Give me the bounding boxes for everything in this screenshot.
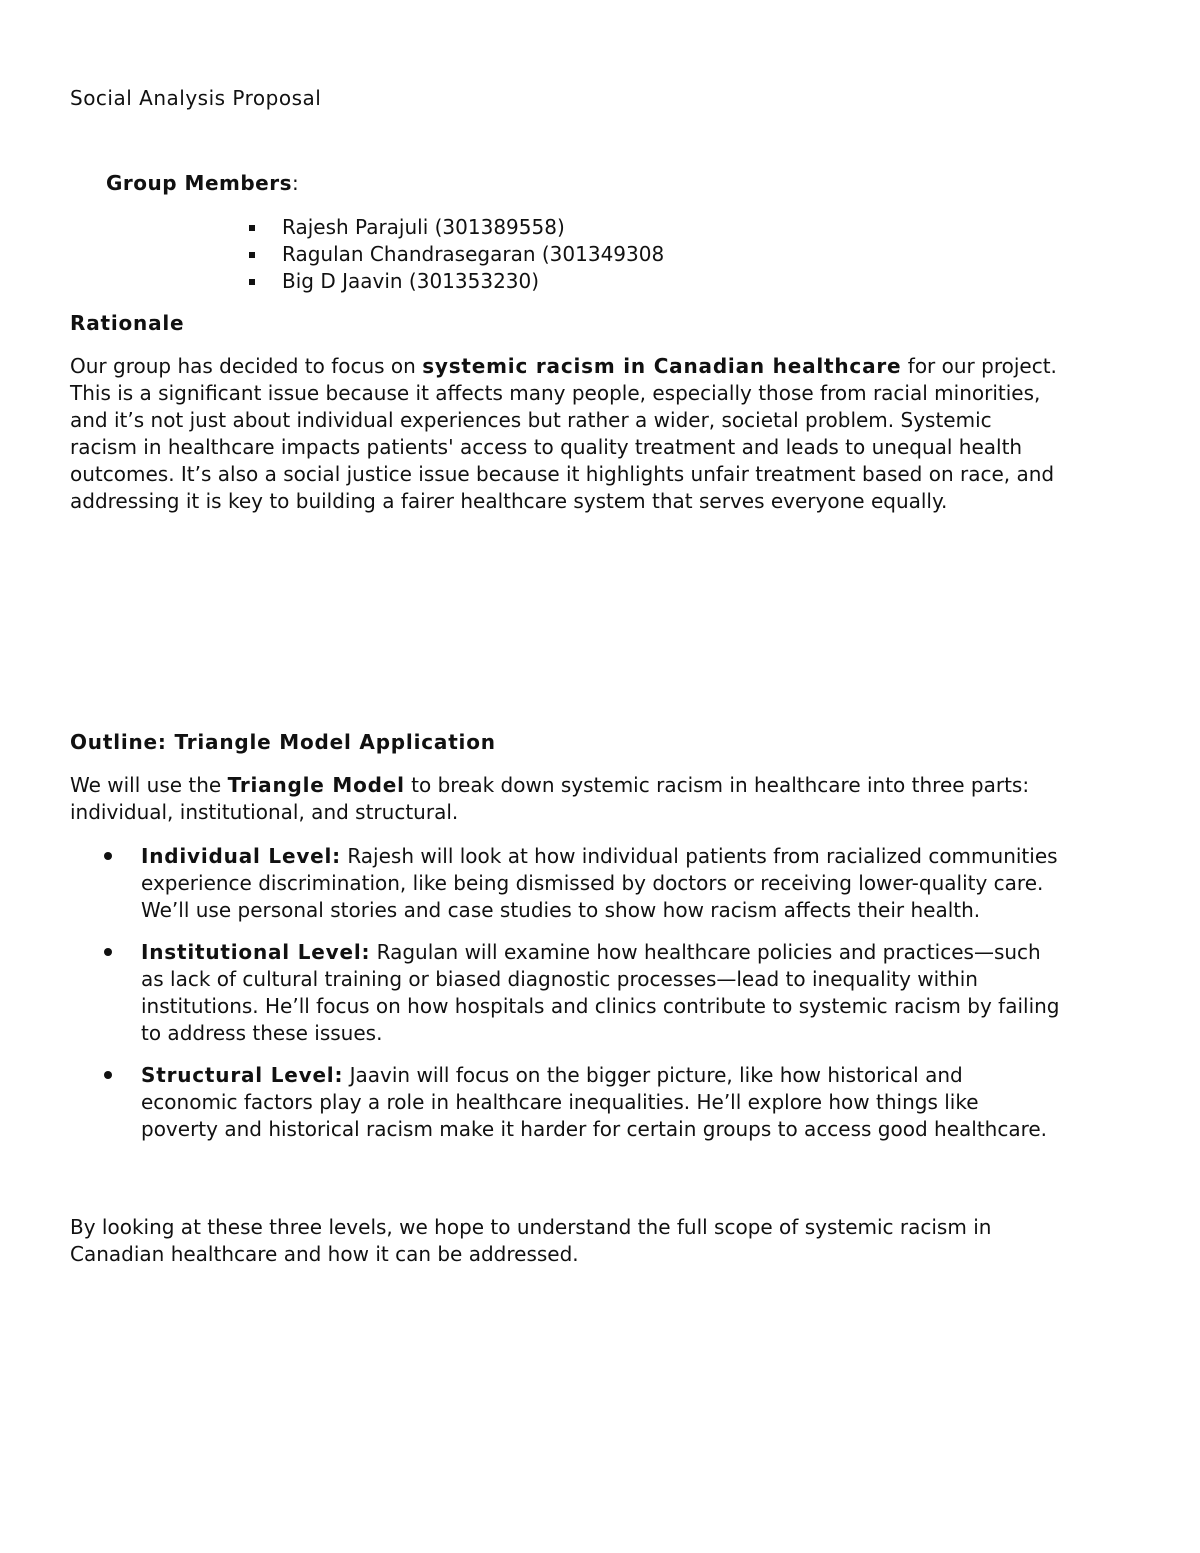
level-label: Individual Level: <box>141 844 341 868</box>
level-label: Structural Level: <box>141 1063 344 1087</box>
round-bullet-icon <box>104 852 112 860</box>
conclusion-paragraph: By looking at these three levels, we hope to understand the full scope of systemic racism in Canadian healthcare and how it can be addressed. <box>70 1215 992 1266</box>
triangle-levels-list <box>100 843 1060 1158</box>
group-members-colon: : <box>292 171 300 195</box>
group-member-name: Big D Jaavin (301353230) <box>282 269 540 293</box>
outline-intro-paragraph <box>70 772 1060 826</box>
rationale-heading: Rationale <box>70 311 185 335</box>
square-bullet-icon <box>249 252 255 258</box>
group-member-item <box>245 241 664 268</box>
outline-intro-start: We will use the <box>70 773 228 797</box>
square-bullet-icon <box>249 225 255 231</box>
square-bullet-icon <box>249 279 255 285</box>
triangle-model-emphasis: Triangle Model <box>227 773 405 797</box>
group-member-name: Ragulan Chandrasegaran (301349308 <box>282 242 665 266</box>
group-members-list <box>245 214 664 295</box>
rationale-paragraph <box>70 353 1060 515</box>
round-bullet-icon <box>104 948 112 956</box>
group-members-heading <box>106 171 299 195</box>
outline-intro-end: to break down systemic racism in healthcare into three parts: individual, institutional, and structural. <box>70 773 1030 824</box>
group-members-label: Group Members <box>106 171 292 195</box>
level-description: Jaavin will focus on the bigger picture, like how historical and economic factors play a role in healthcare inequalities. He’ll explore how things like poverty and historical racism make it harder for certain groups to access good healthcare. <box>141 1063 1048 1141</box>
group-member-item <box>245 268 664 295</box>
level-description: Rajesh will look at how individual patients from racialized communities experience discrimination, like being dismissed by doctors or receiving lower-quality care. We’ll use personal stories and case studies to show how racism affects their health. <box>141 844 1058 922</box>
round-bullet-icon <box>104 1071 112 1079</box>
rationale-intro: Our group has decided to focus on <box>70 354 423 378</box>
rationale-emphasis: systemic racism in Canadian healthcare <box>422 354 902 378</box>
outline-heading: Outline: Triangle Model Application <box>70 730 496 754</box>
group-member-item <box>245 214 664 241</box>
level-description: Ragulan will examine how healthcare policies and practices—such as lack of cultural training or biased diagnostic processes—lead to inequality within institutions. He’ll focus on how hospitals and clinics contribute to systemic racism by failing to address these issues. <box>141 940 1060 1045</box>
rationale-body: for our project. This is a significant issue because it affects many people, especially those from racial minorities, and it’s not just about individual experiences but rather a wider, societal problem. Systemic racism in healthcare impacts patients' access to quality treatment and leads to unequal health outcomes. It’s also a social justice issue because it highlights unfair treatment based on race, and addressing it is key to building a fairer healthcare system that serves everyone equally. <box>70 354 1057 513</box>
structural-level-item <box>100 1062 1060 1143</box>
institutional-level-item <box>100 939 1060 1047</box>
document-title: Social Analysis Proposal <box>70 86 322 110</box>
group-member-name: Rajesh Parajuli (301389558) <box>282 215 565 239</box>
individual-level-item <box>100 843 1060 924</box>
level-label: Institutional Level: <box>141 940 371 964</box>
